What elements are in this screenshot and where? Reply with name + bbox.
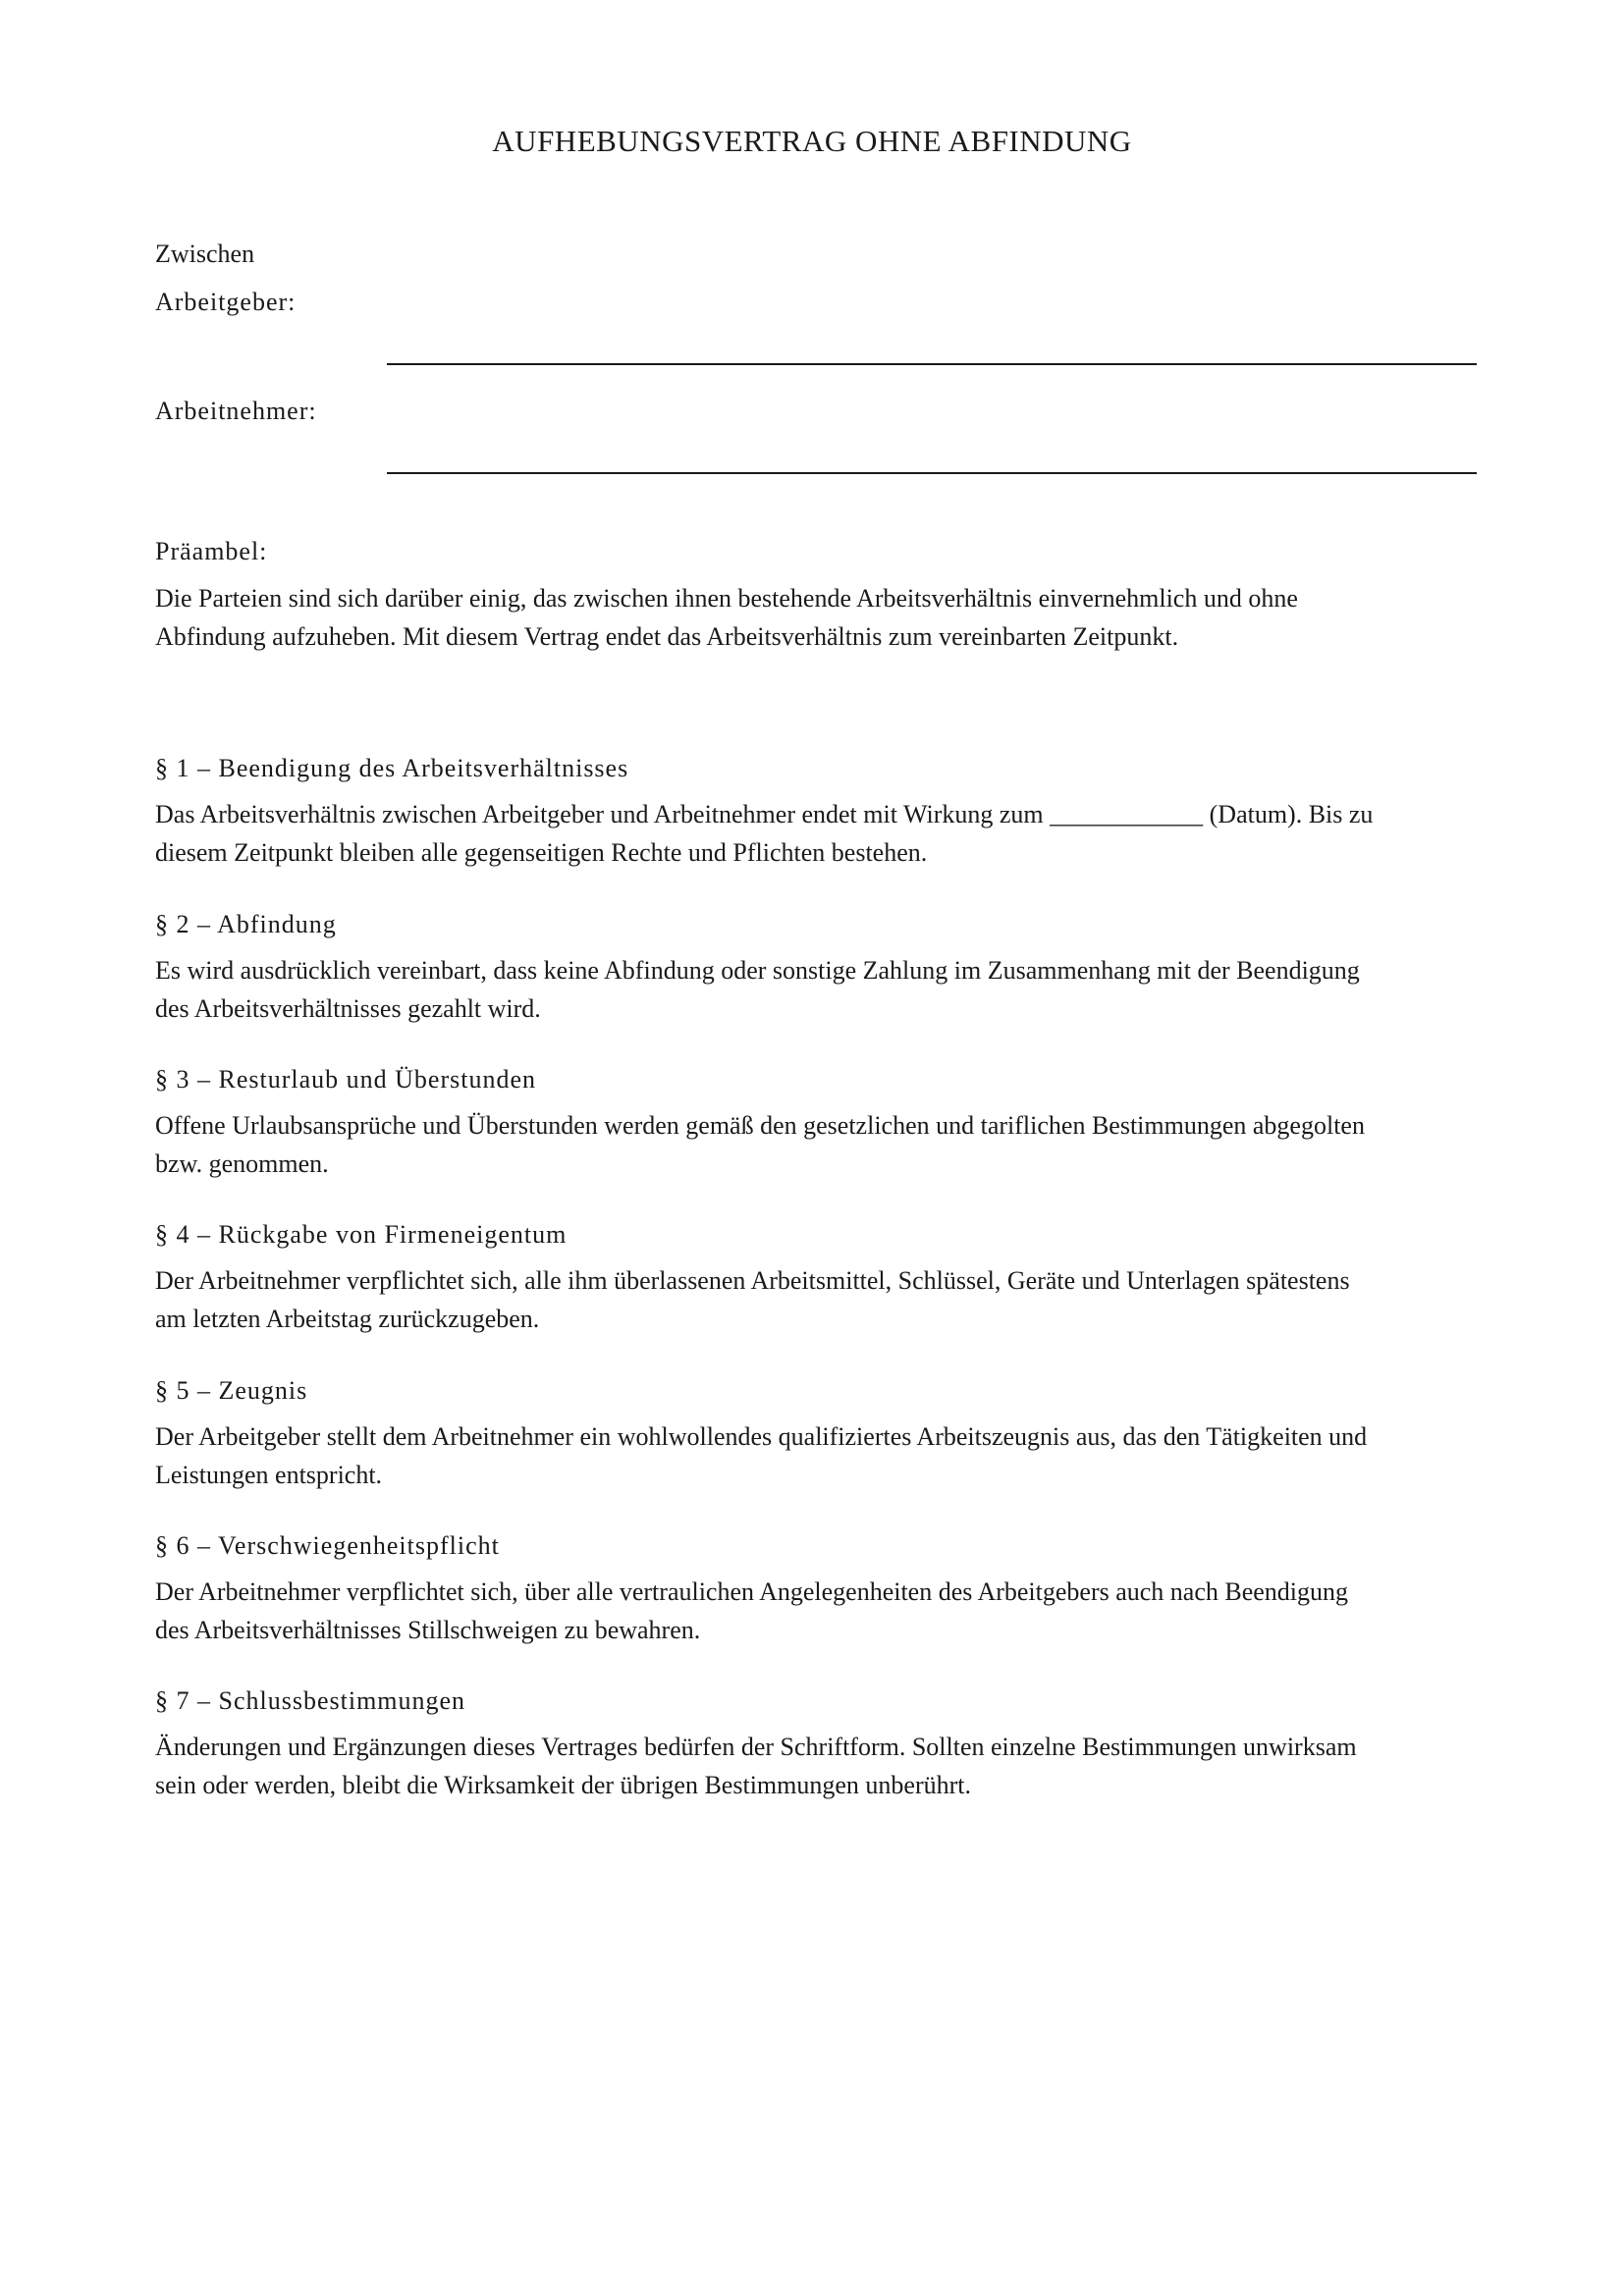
employer-signature-line[interactable] bbox=[387, 363, 1477, 365]
section-line: Es wird ausdrücklich vereinbart, dass keine Abfindung oder sonstige Zahlung im Zusammenhang mit der Beendigung bbox=[155, 956, 1360, 985]
section-6-text bbox=[155, 1573, 1490, 1649]
section-line: bzw. genommen. bbox=[155, 1149, 329, 1178]
section-line: Änderungen und Ergänzungen dieses Vertrages bedürfen der Schriftform. Sollten einzelne Bestimmungen unwirksam bbox=[155, 1733, 1357, 1761]
preamble-text bbox=[155, 579, 1490, 656]
preamble-heading: Präambel: bbox=[155, 537, 268, 565]
section-line: Das Arbeitsverhältnis zwischen Arbeitgeber und Arbeitnehmer endet mit Wirkung zum ____________ (Datum). Bis zu bbox=[155, 800, 1374, 828]
section-5-text bbox=[155, 1417, 1490, 1494]
section-4-heading: § 4 – Rückgabe von Firmeneigentum bbox=[155, 1220, 568, 1249]
section-1-text bbox=[155, 795, 1490, 872]
employee-label: Arbeitnehmer: bbox=[155, 397, 317, 425]
employer-label: Arbeitgeber: bbox=[155, 288, 297, 316]
section-line: des Arbeitsverhältnisses gezahlt wird. bbox=[155, 994, 541, 1023]
employee-signature-line[interactable] bbox=[387, 472, 1477, 474]
section-line: diesem Zeitpunkt bleiben alle gegenseitigen Rechte und Pflichten bestehen. bbox=[155, 838, 928, 867]
section-5-heading: § 5 – Zeugnis bbox=[155, 1376, 308, 1405]
section-1-heading: § 1 – Beendigung des Arbeitsverhältnisses bbox=[155, 754, 629, 782]
section-7-heading: § 7 – Schlussbestimmungen bbox=[155, 1686, 466, 1715]
section-line: des Arbeitsverhältnisses Stillschweigen zu bewahren. bbox=[155, 1616, 701, 1644]
section-line: am letzten Arbeitstag zurückzugeben. bbox=[155, 1305, 540, 1333]
parties-intro: Zwischen bbox=[155, 240, 255, 268]
section-line: sein oder werden, bleibt die Wirksamkeit der übrigen Bestimmungen unberührt. bbox=[155, 1771, 971, 1799]
preamble-line: Die Parteien sind sich darüber einig, das zwischen ihnen bestehende Arbeitsverhältnis einvernehmlich und ohne bbox=[155, 584, 1298, 613]
section-line: Der Arbeitnehmer verpflichtet sich, alle ihm überlassenen Arbeitsmittel, Schlüssel, Geräte und Unterlagen spätestens bbox=[155, 1266, 1350, 1295]
section-line: Offene Urlaubsansprüche und Überstunden werden gemäß den gesetzlichen und tariflichen Bestimmungen abgegolten bbox=[155, 1111, 1365, 1140]
section-2-heading: § 2 – Abfindung bbox=[155, 910, 337, 938]
section-line: Leistungen entspricht. bbox=[155, 1461, 383, 1489]
section-6-heading: § 6 – Verschwiegenheitspflicht bbox=[155, 1531, 500, 1560]
section-2-text bbox=[155, 951, 1490, 1028]
section-line: Der Arbeitgeber stellt dem Arbeitnehmer ein wohlwollendes qualifiziertes Arbeitszeugnis aus, das den Tätigkeiten und bbox=[155, 1422, 1368, 1451]
document-title: AUFHEBUNGSVERTRAG OHNE ABFINDUNG bbox=[492, 124, 1132, 158]
section-3-text bbox=[155, 1106, 1490, 1183]
section-3-heading: § 3 – Resturlaub und Überstunden bbox=[155, 1065, 537, 1094]
section-line: Der Arbeitnehmer verpflichtet sich, über alle vertraulichen Angelegenheiten des Arbeitgebers auch nach Beendigung bbox=[155, 1577, 1349, 1606]
section-7-text bbox=[155, 1728, 1490, 1804]
preamble-line: Abfindung aufzuheben. Mit diesem Vertrag endet das Arbeitsverhältnis zum vereinbarten Zeitpunkt. bbox=[155, 622, 1179, 651]
section-4-text bbox=[155, 1261, 1490, 1338]
